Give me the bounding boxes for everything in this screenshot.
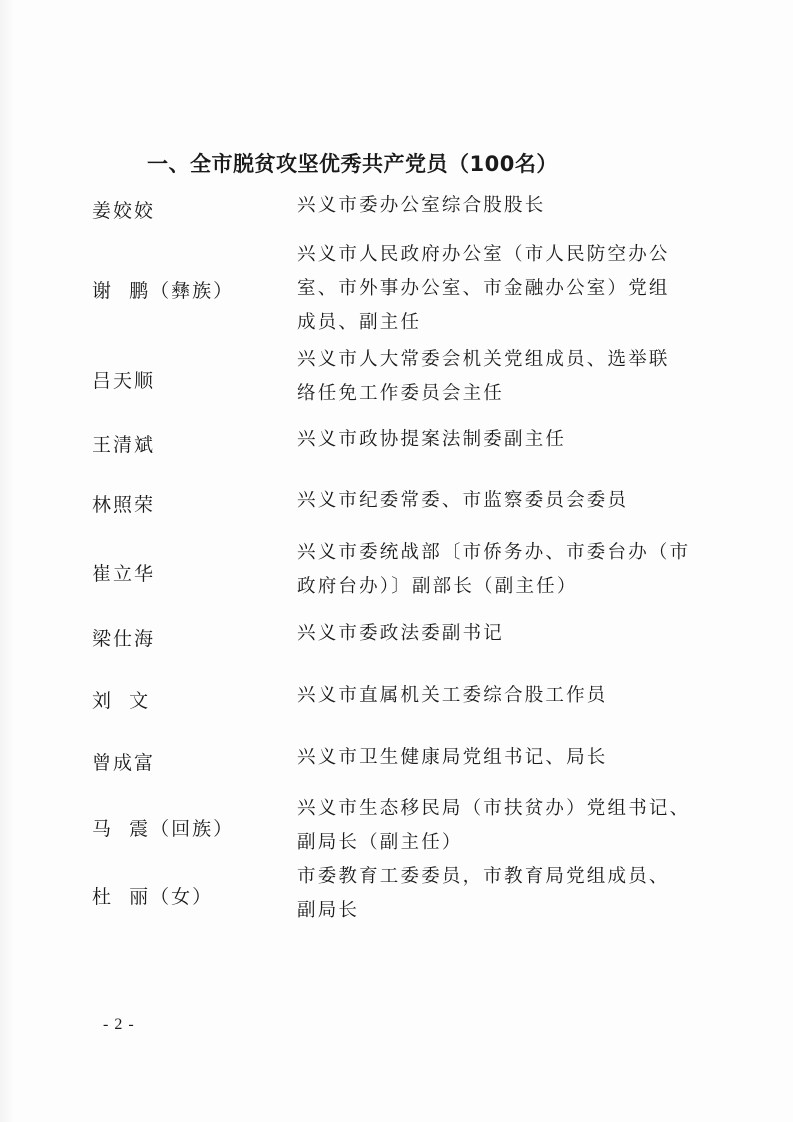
member-position [297,679,697,713]
position-line: 成员、副主任 [297,312,422,333]
member-position [297,484,697,518]
member-name: 曾成富 [92,752,156,774]
position-line: 兴义市委统战部〔市侨务办、市委台办（市 [297,542,691,563]
member-position [297,860,697,928]
section-heading: 一、全市脱贫攻坚优秀共产党员（100名） [147,152,558,176]
member-name: 梁仕海 [92,628,156,650]
scan-edge-shadow [0,0,14,1122]
position-line: 副局长 [297,900,360,921]
position-line: 副局长（副主任） [297,832,463,853]
position-line: 络任免工作委员会主任 [297,383,505,404]
member-position [297,343,697,411]
member-name: 吕天顺 [92,370,156,392]
member-name: 王清斌 [92,434,156,456]
member-name: 谢 鹏（彝族） [92,280,235,302]
member-position [297,423,697,457]
member-name: 姜姣姣 [92,200,156,222]
position-line: 兴义市政协提案法制委副主任 [297,429,567,450]
member-name: 崔立华 [92,563,156,585]
position-line: 兴义市委政法委副书记 [297,623,505,644]
position-line: 兴义市生态移民局（市扶贫办）党组书记、 [297,798,691,819]
position-line: 兴义市人民政府办公室（市人民防空办公 [297,244,670,265]
position-line: 兴义市直属机关工委综合股工作员 [297,685,608,706]
position-line: 兴义市委办公室综合股股长 [297,195,546,216]
member-position [297,741,697,775]
member-name: 杜 丽（女） [92,886,214,908]
position-line: 兴义市卫生健康局党组书记、局长 [297,747,608,768]
position-line: 市委教育工委委员，市教育局党组成员、 [297,866,670,887]
position-line: 兴义市纪委常委、市监察委员会委员 [297,490,629,511]
member-position [297,189,697,223]
member-position [297,238,697,340]
member-position [297,792,697,860]
member-position [297,536,697,604]
member-name: 马 震（回族） [92,818,235,840]
position-line: 室、市外事办公室、市金融办公室）党组 [297,278,670,299]
position-line: 政府台办）〕副部长（副主任） [297,576,578,597]
member-name: 林照荣 [92,494,156,516]
page-number: - 2 - [103,1016,135,1033]
member-name: 刘 文 [92,690,151,712]
member-position [297,617,697,651]
position-line: 兴义市人大常委会机关党组成员、选举联 [297,349,670,370]
